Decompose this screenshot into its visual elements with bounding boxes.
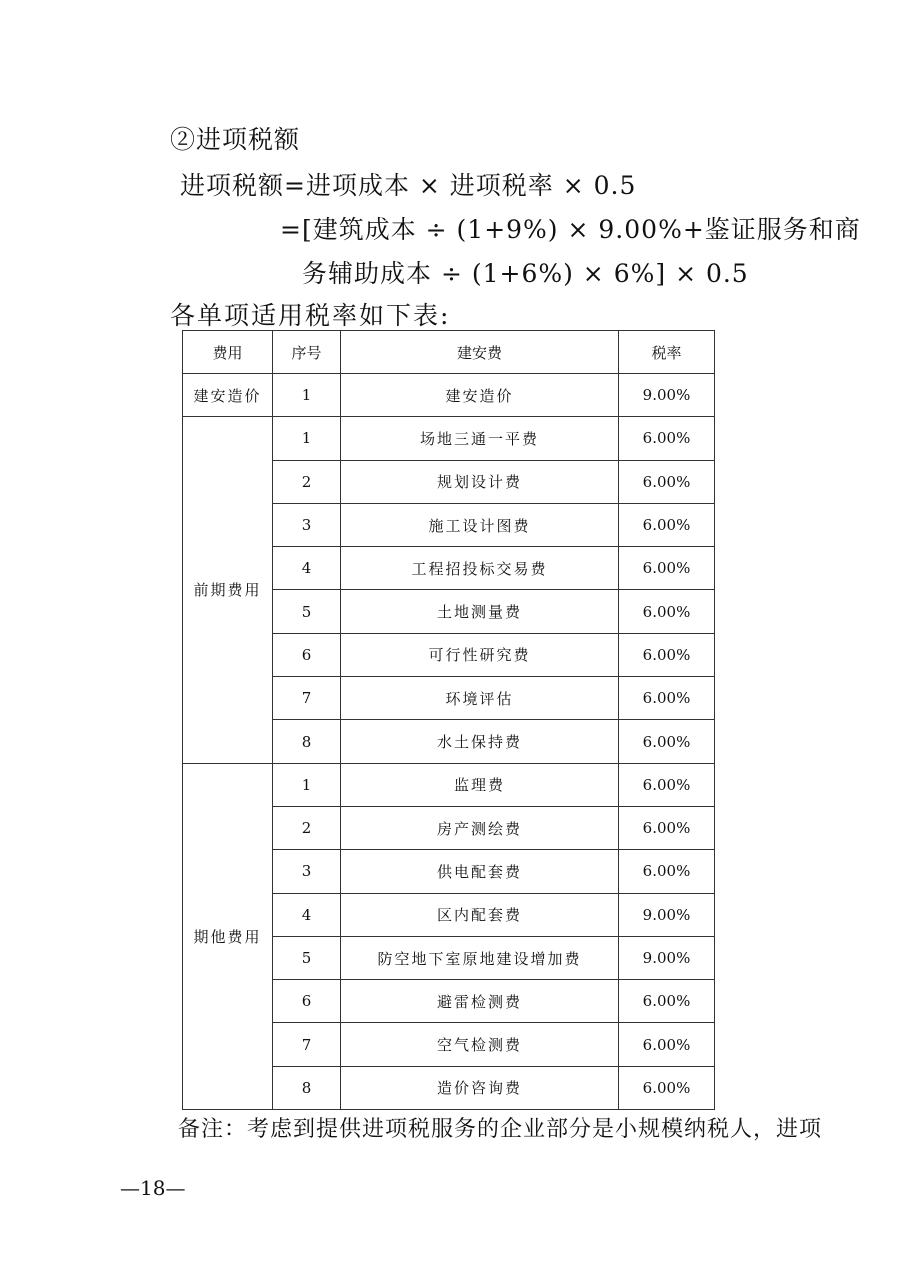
- formula-line-1: 进项税额=进项成本 × 进项税率 × 0.5: [180, 171, 637, 200]
- row-rate: 6.00%: [619, 1023, 715, 1066]
- row-item: 水土保持费: [341, 720, 619, 763]
- row-rate: 6.00%: [619, 590, 715, 633]
- section-heading: ②进项税额: [170, 125, 301, 154]
- row-item: 场地三通一平费: [341, 417, 619, 460]
- footnote: 备注：考虑到提供进项税服务的企业部分是小规模纳税人，进项: [178, 1117, 823, 1142]
- row-rate: 9.00%: [619, 893, 715, 936]
- group-name-construction: 建安造价: [183, 374, 273, 417]
- row-no: 5: [273, 590, 341, 633]
- row-rate: 6.00%: [619, 503, 715, 546]
- formula-line-2: =[建筑成本 ÷ (1+9%) × 9.00%+鉴证服务和商: [280, 215, 861, 244]
- header-tax-rate: 税率: [619, 331, 715, 374]
- row-no: 6: [273, 980, 341, 1023]
- row-no: 1: [273, 763, 341, 806]
- row-item: 施工设计图费: [341, 503, 619, 546]
- row-rate: 6.00%: [619, 417, 715, 460]
- table-header-row: [183, 331, 715, 374]
- row-no: 8: [273, 1066, 341, 1109]
- group-name-other: 期他费用: [183, 763, 273, 1109]
- row-no: 2: [273, 460, 341, 503]
- row-rate: 6.00%: [619, 980, 715, 1023]
- table-row: [183, 417, 715, 460]
- header-seq-no: 序号: [273, 331, 341, 374]
- row-no: 3: [273, 850, 341, 893]
- formula-line-3: 务辅助成本 ÷ (1+6%) × 6%] × 0.5: [302, 259, 749, 288]
- row-rate: 6.00%: [619, 850, 715, 893]
- row-item: 环境评估: [341, 677, 619, 720]
- row-no: 4: [273, 893, 341, 936]
- row-item: 防空地下室原地建设增加费: [341, 936, 619, 979]
- row-no: 1: [273, 417, 341, 460]
- row-no: 2: [273, 806, 341, 849]
- row-item: 房产测绘费: [341, 806, 619, 849]
- row-rate: 9.00%: [619, 374, 715, 417]
- row-item: 区内配套费: [341, 893, 619, 936]
- table-row: [183, 374, 715, 417]
- row-item: 工程招投标交易费: [341, 547, 619, 590]
- table-row: [183, 763, 715, 806]
- row-rate: 6.00%: [619, 633, 715, 676]
- row-rate: 6.00%: [619, 547, 715, 590]
- row-no: 1: [273, 374, 341, 417]
- row-rate: 6.00%: [619, 806, 715, 849]
- row-no: 7: [273, 1023, 341, 1066]
- row-rate: 6.00%: [619, 1066, 715, 1109]
- row-rate: 6.00%: [619, 677, 715, 720]
- row-item: 空气检测费: [341, 1023, 619, 1066]
- row-no: 7: [273, 677, 341, 720]
- row-no: 6: [273, 633, 341, 676]
- row-item: 建安造价: [341, 374, 619, 417]
- row-item: 避雷检测费: [341, 980, 619, 1023]
- row-no: 4: [273, 547, 341, 590]
- page-number: —18—: [120, 1176, 186, 1200]
- row-no: 3: [273, 503, 341, 546]
- row-no: 5: [273, 936, 341, 979]
- row-item: 规划设计费: [341, 460, 619, 503]
- row-rate: 9.00%: [619, 936, 715, 979]
- row-item: 可行性研究费: [341, 633, 619, 676]
- row-no: 8: [273, 720, 341, 763]
- row-item: 土地测量费: [341, 590, 619, 633]
- header-fee-category: 费用: [183, 331, 273, 374]
- row-item: 供电配套费: [341, 850, 619, 893]
- table-intro: 各单项适用税率如下表:: [170, 301, 451, 330]
- row-rate: 6.00%: [619, 763, 715, 806]
- tax-rate-table: [182, 330, 715, 1110]
- row-rate: 6.00%: [619, 460, 715, 503]
- row-rate: 6.00%: [619, 720, 715, 763]
- row-item: 监理费: [341, 763, 619, 806]
- header-construction-fee: 建安费: [341, 331, 619, 374]
- row-item: 造价咨询费: [341, 1066, 619, 1109]
- group-name-preliminary: 前期费用: [183, 417, 273, 763]
